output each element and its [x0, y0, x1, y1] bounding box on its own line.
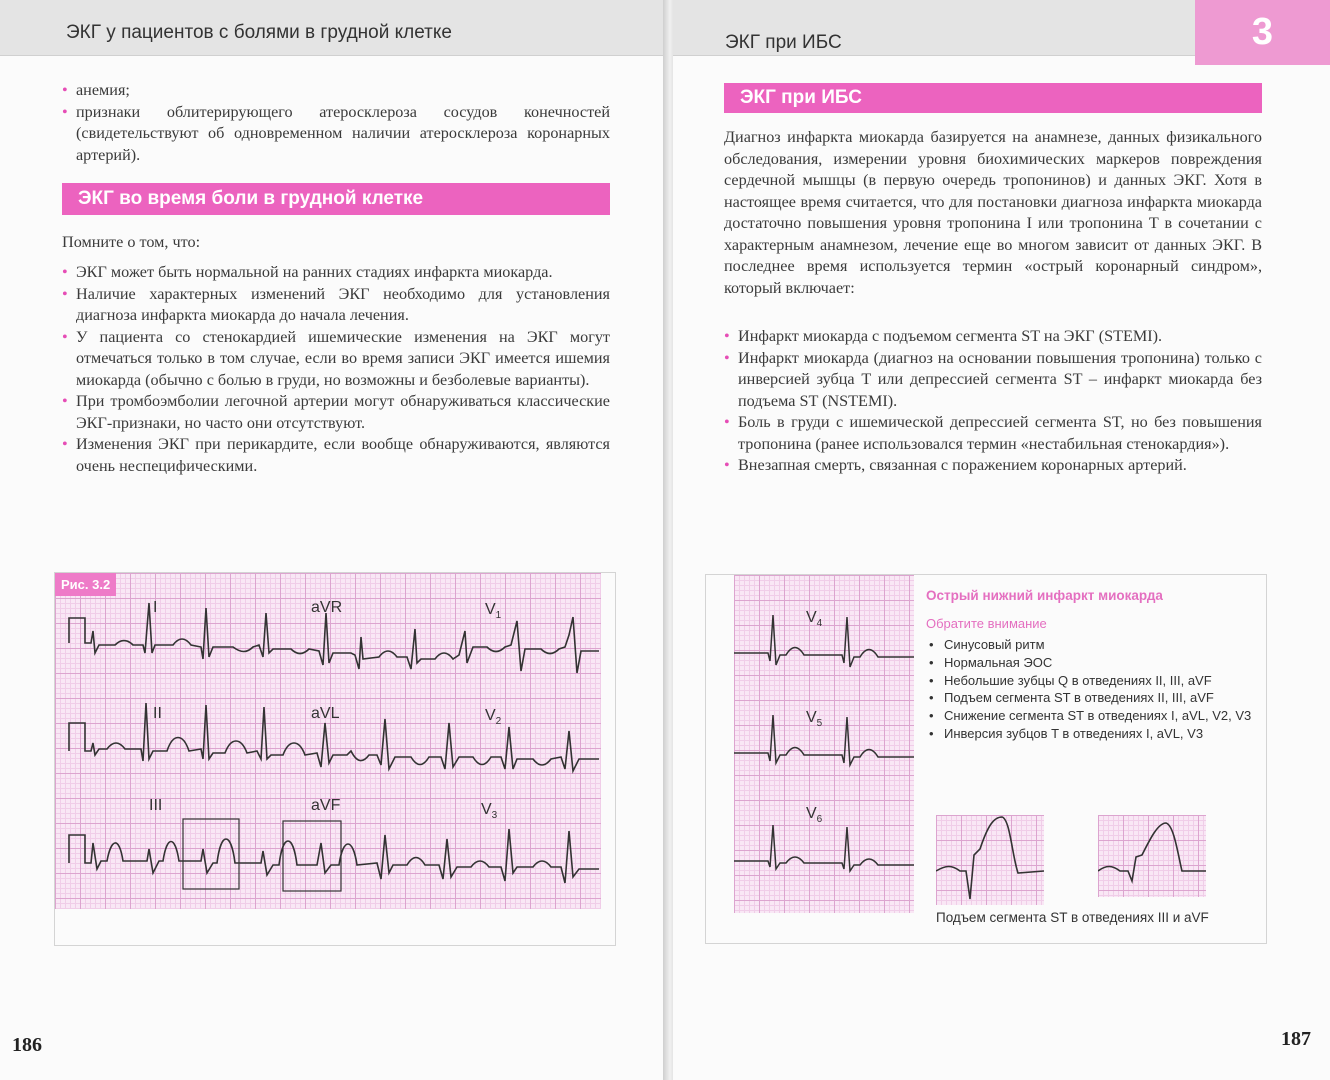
bullet-icon: •: [62, 392, 68, 410]
left-bullet-list: [62, 262, 610, 477]
lead-label-v1: $V_1$: [485, 601, 502, 622]
bullet-icon: •: [724, 327, 730, 345]
left-section-heading: ЭКГ во время боли в грудной клетке: [62, 183, 610, 215]
list-item: • Подъем сегмента ST в отведениях II, III, aVF: [926, 689, 1256, 707]
page-number-left: 186: [12, 1034, 42, 1056]
list-item: • Нормальная ЭОС: [926, 654, 1256, 672]
ecg-traces-precordial: [734, 575, 914, 913]
list-item: • Наличие характерных изменений ЭКГ необходимо для установления диагноза инфаркта миокарда до начала лечения.: [62, 284, 610, 324]
lead-label-i: I: [153, 599, 158, 616]
right-section-heading: ЭКГ при ИБС: [724, 83, 1262, 113]
chapter-tab: 3: [1195, 0, 1330, 65]
lead-label-v4: $V_4$: [806, 609, 823, 630]
right-paragraph: Диагноз инфаркта миокарда базируется на анамнезе, данных физикального обследования, измерении уровня биохимических маркеров повреждения сердечной мышцы (в первую очередь тропонинов) и данных ЭКГ. Хотя в настоящее время считается, что для постановки диагноза инфаркта миокарда достаточно повышения уровня тропонина I или тропонина T в сочетании с характерным анамнезом, лечение еще во многом зависит от данных ЭКГ. В последнее время используется термин «острый коронарный синдром», который включает:: [724, 128, 1262, 297]
right-page: [673, 0, 1330, 1080]
lead-label-avf: aVF: [311, 797, 341, 814]
list-item: • Изменения ЭКГ при перикардите, если вообще обнаруживаются, являются очень неспецифическими.: [62, 435, 610, 475]
lead-label-v6: $V_6$: [806, 805, 823, 826]
bullet-icon: •: [62, 284, 68, 303]
list-item: • анемия;: [62, 80, 610, 102]
figure-caption: Подъем сегмента ST в отведениях III и aVF: [936, 910, 1209, 925]
bullet-icon: •: [724, 413, 730, 431]
ecg-trace-v5: [734, 715, 914, 765]
ecg-trace-row-3: [69, 829, 599, 883]
figure-3-2: [54, 572, 616, 946]
page-number-right: 187: [1281, 1028, 1311, 1050]
bullet-icon: •: [62, 81, 68, 99]
lead-label-v3: $V_3$: [481, 801, 498, 822]
figure-inferior-mi: [705, 574, 1267, 944]
figure-label: Рис. 3.2: [55, 573, 116, 596]
bullet-icon: •: [62, 263, 68, 281]
bullet-icon: •: [724, 348, 730, 367]
findings-list: [926, 636, 1256, 743]
ecg-detail-trace-avf: [1098, 823, 1206, 881]
highlight-box-lead-avf: [283, 821, 341, 891]
lead-label-avr: aVR: [311, 599, 343, 616]
st-elevation-detail-avf: [1098, 815, 1206, 897]
ecg-trace-v4: [734, 615, 914, 667]
lead-label-v5: $V_5$: [806, 709, 823, 730]
list-item: • Инфаркт миокарда с подъемом сегмента ST на ЭКГ (STEMI).: [724, 326, 1262, 348]
right-running-head: ЭКГ при ИБС: [725, 32, 842, 53]
list-item: • Небольшие зубцы Q в отведениях II, III, aVF: [926, 672, 1256, 690]
list-item: • Синусовый ритм: [926, 636, 1256, 654]
list-item: • При тромбоэмболии легочной артерии могут обнаруживаться классические ЭКГ-признаки, но часто они отсутствуют.: [62, 392, 610, 432]
right-bullet-list: [724, 326, 1262, 477]
lead-label-avl: aVL: [311, 705, 340, 722]
list-item: • У пациента со стенокардией ишемические изменения на ЭКГ могут отмечаться только в том случае, если во время записи ЭКГ имеется ишемия миокарда (обычно с болью в груди, но возможны и безболевые варианты).: [62, 327, 610, 389]
list-item: • Инверсия зубцов T в отведениях I, aVL, V3: [926, 725, 1256, 743]
list-item: • Внезапная смерть, связанная с поражением коронарных артерий.: [724, 455, 1262, 477]
left-intro: Помните о том, что:: [62, 233, 201, 251]
figure-subtitle: Обратите внимание: [926, 616, 1047, 631]
list-item: • Инфаркт миокарда (диагноз на основании повышения тропонина) только с инверсией зубца T или депрессией сегмента ST – инфаркт миокарда без подъема ST (NSTEMI).: [724, 348, 1262, 410]
bullet-icon: •: [62, 435, 68, 453]
list-item: • Снижение сегмента ST в отведениях I, aVL, V2, V3: [926, 707, 1256, 725]
bullet-icon: •: [62, 102, 68, 121]
lead-label-ii: II: [153, 705, 162, 722]
bullet-icon: •: [724, 456, 730, 474]
lead-label-v2: $V_2$: [485, 707, 502, 728]
st-elevation-detail-iii: [936, 815, 1044, 905]
lead-label-iii: III: [149, 797, 163, 814]
list-item: • ЭКГ может быть нормальной на ранних стадиях инфаркта миокарда.: [62, 262, 610, 284]
list-item: • Боль в груди с ишемической депрессией сегмента ST, но без повышения тропонина (ранее использовался термин «нестабильная стенокардия»).: [724, 413, 1262, 453]
figure-title: Острый нижний инфаркт миокарда: [926, 588, 1163, 603]
list-item: • признаки облитерирующего атеросклероза сосудов конечностей (свидетельствуют об одновременном наличии атеросклероза коронарных артерий).: [62, 102, 610, 164]
ecg-traces: [55, 573, 601, 909]
left-top-list: [62, 80, 610, 166]
highlight-box-lead-iii: [183, 819, 239, 889]
left-header: [0, 0, 667, 56]
left-running-head: ЭКГ у пациентов с болями в грудной клетке: [66, 22, 452, 43]
ecg-trace-v6: [734, 825, 914, 871]
bullet-icon: •: [62, 327, 68, 346]
ecg-detail-trace-iii: [936, 817, 1044, 899]
